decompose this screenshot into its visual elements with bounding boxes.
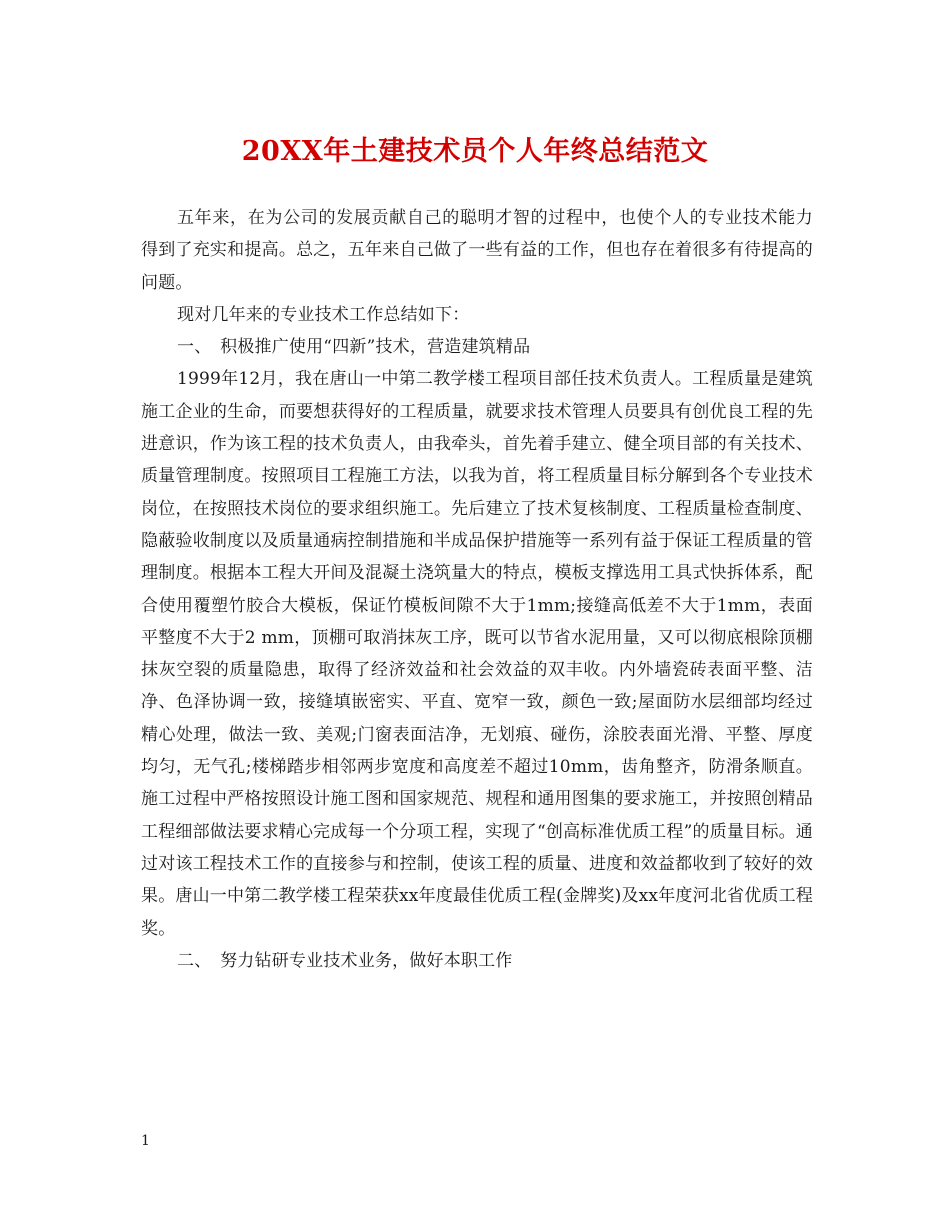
section-heading-2: 二、 努力钻研专业技术业务，做好本职工作 (177, 950, 513, 971)
document-title: 20XX年土建技术员个人年终总结范文 (241, 136, 709, 167)
paragraph-intro: 五年来，在为公司的发展贡献自己的聪明才智的过程中，也使个人的专业技术能力得到了充实和提高。总之，五年来自己做了一些有益的工作，但也存在着很多有待提高的问题。 (141, 208, 813, 293)
page-number: 1 (141, 1133, 150, 1149)
paragraph-summary-lead: 现对几年来的专业技术工作总结如下： (177, 304, 470, 325)
section-heading-1: 一、 积极推广使用“四新”技术，营造建筑精品 (177, 337, 531, 358)
document-body (141, 202, 813, 977)
paragraph-section-1-body: 1999年12月，我在唐山一中第二教学楼工程项目部任技术负责人。工程质量是建筑施工企业的生命，而要想获得好的工程质量，就要求技术管理人员要具有创优良工程的先进意识，作为该工程的技术负责人，由我牵头，首先着手建立、健全项目部的有关技术、质量管理制度。按照项目工程施工方法，以我为首，将工程质量目标分解到各个专业技术岗位，在按照技术岗位的要求组织施工。先后建立了技术复核制度、工程质量检查制度、隐蔽验收制度以及质量通病控制措施和半成品保护措施等一系列有益于保证工程质量的管理制度。根据本工程大开间及混凝土浇筑量大的特点，模板支撑选用工具式快拆体系，配合使用覆塑竹胶合大模板，保证竹模板间隙不大于1mm;接缝高低差不大于1mm，表面平整度不大于2 mm，顶棚可取消抹灰工序，既可以节省水泥用量，又可以彻底根除顶棚抹灰空裂的质量隐患，取得了经济效益和社会效益的双丰收。内外墙瓷砖表面平整、洁净、色泽协调一致，接缝填嵌密实、平直、宽窄一致，颜色一致;屋面防水层细部均经过精心处理，做法一致、美观;门窗表面洁净，无划痕、碰伤，涂胶表面光滑、平整、厚度均匀，无气孔;楼梯踏步相邻两步宽度和高度差不超过10mm，齿角整齐，防滑条顺直。施工过程中严格按照设计施工图和国家规范、规程和通用图集的要求施工，并按照创精品工程细部做法要求精心完成每一个分项工程，实现了“创高标准优质工程”的质量目标。通过对该工程技术工作的直接参与和控制，使该工程的质量、进度和效益都收到了较好的效果。唐山一中第二教学楼工程荣获xx年度最佳优质工程(金牌奖)及xx年度河北省优质工程奖。 (141, 369, 814, 939)
